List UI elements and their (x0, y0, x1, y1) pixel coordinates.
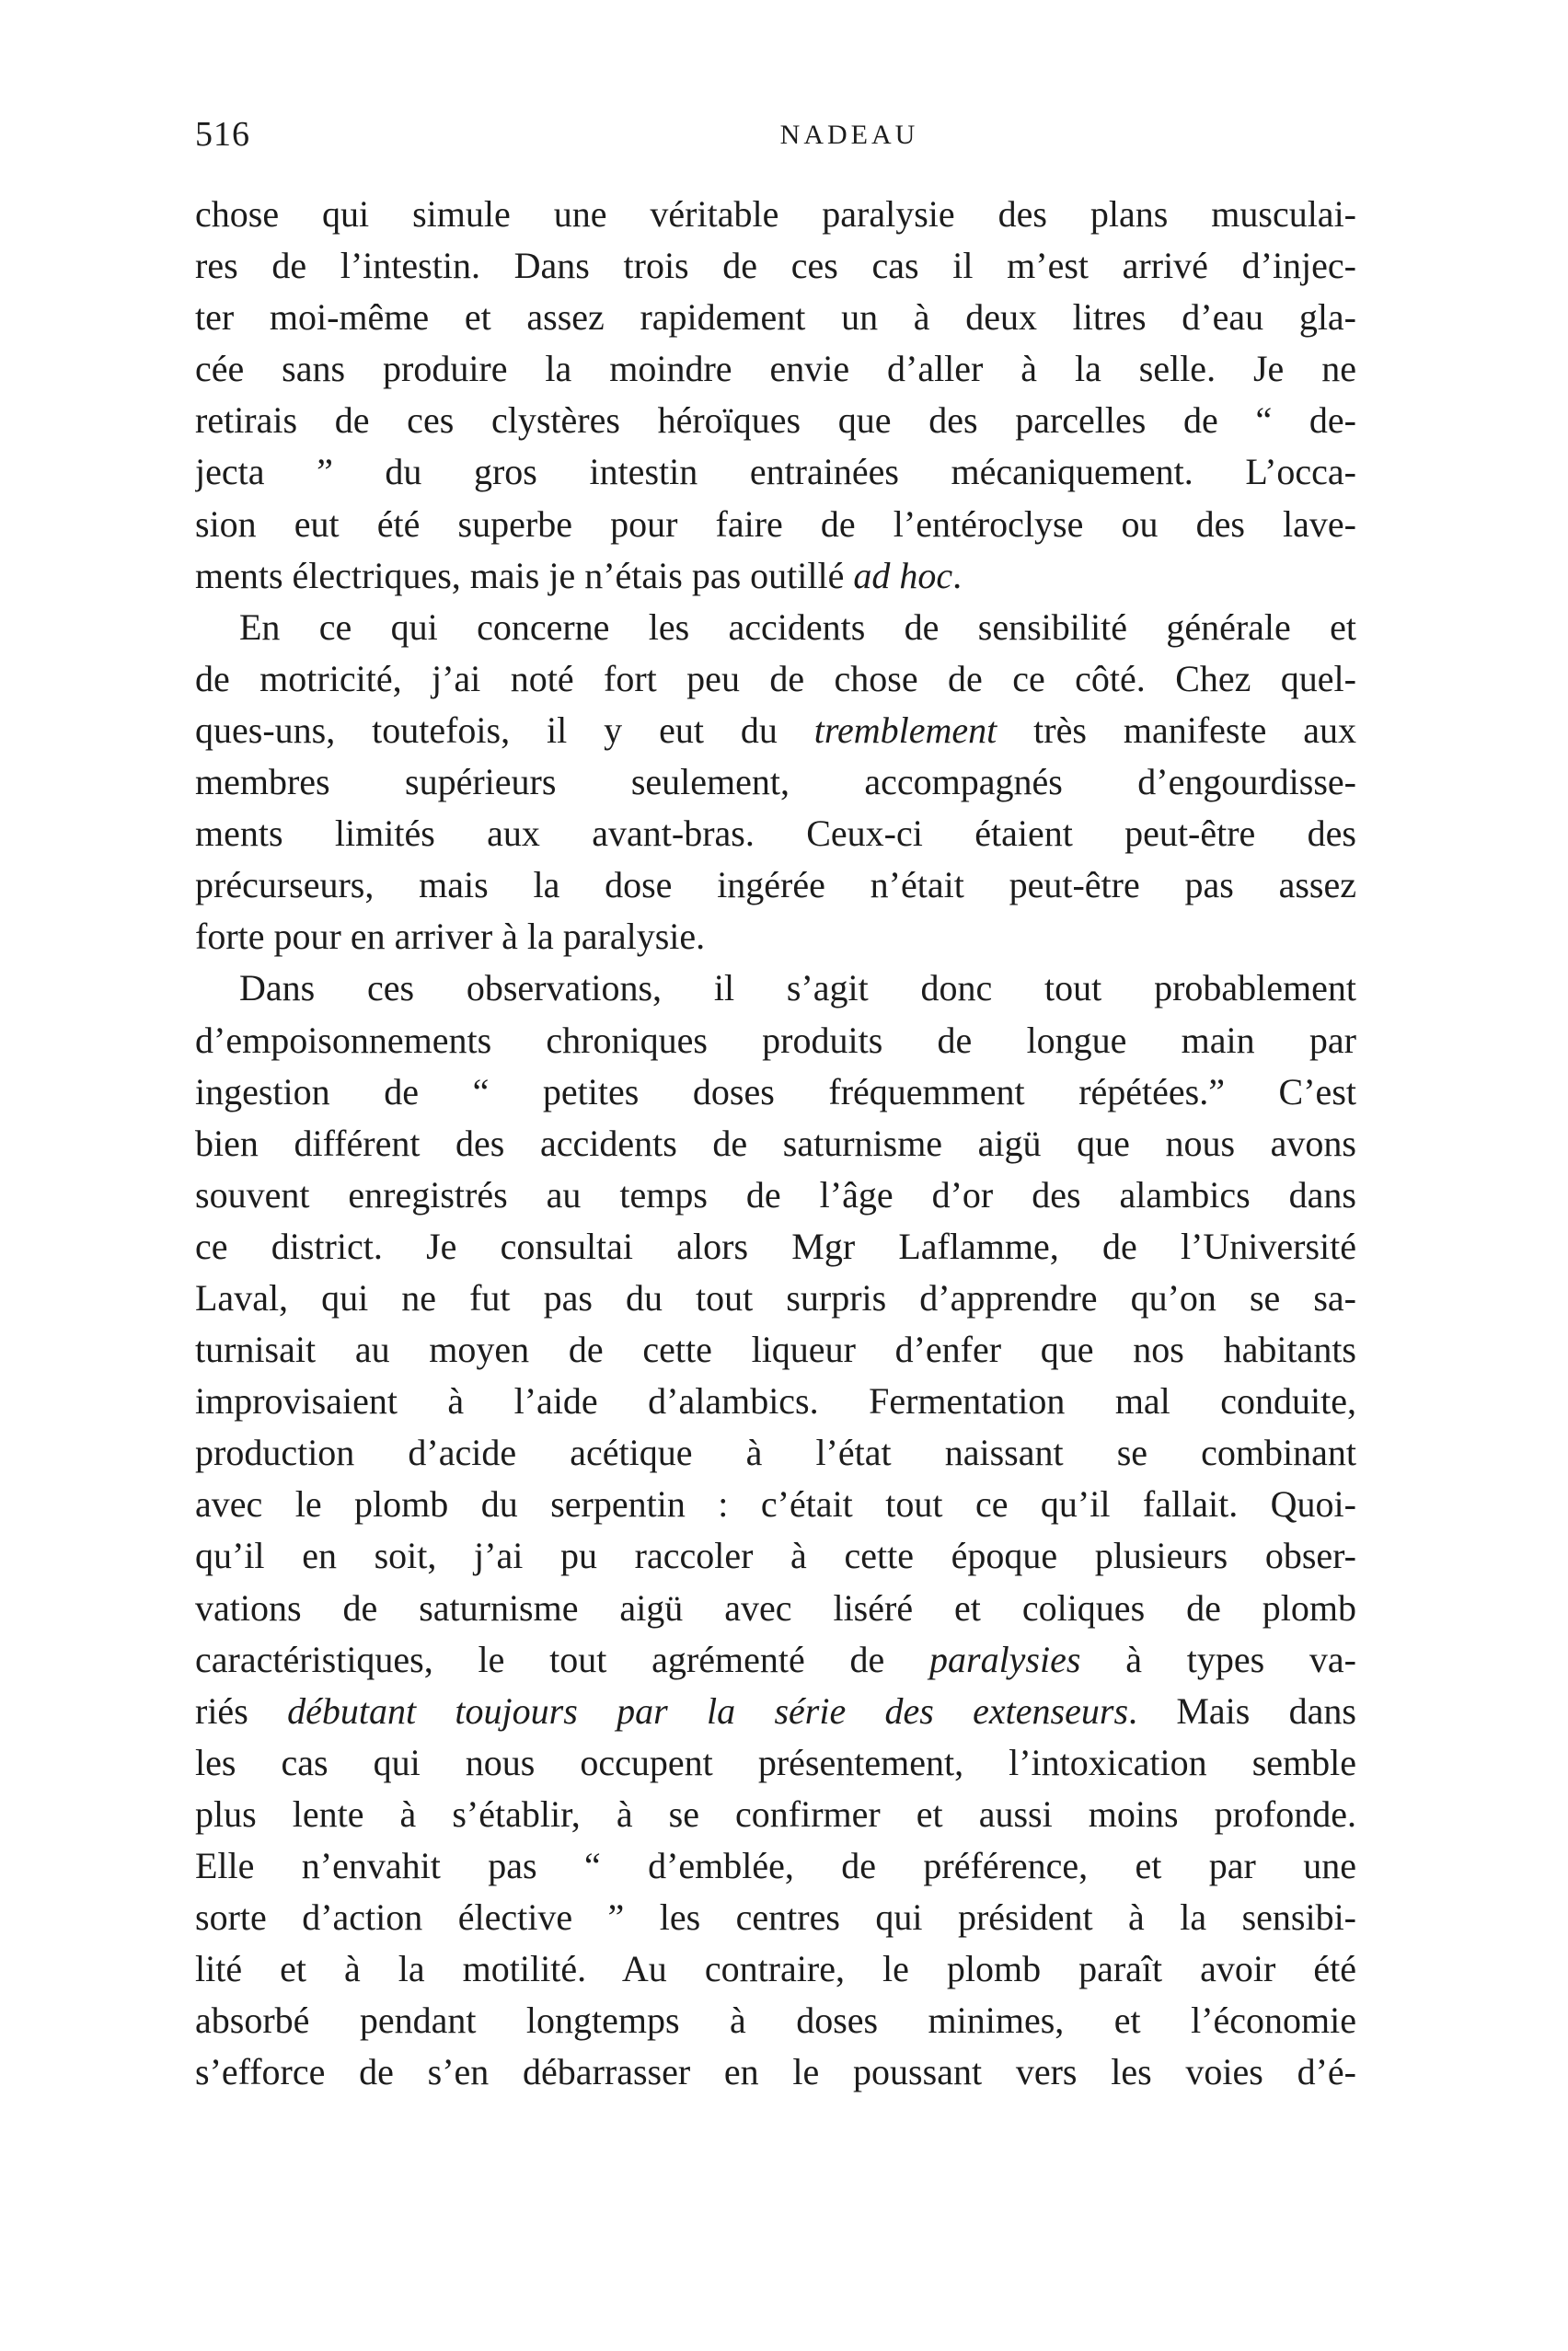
text-run: à types va- (1080, 1638, 1356, 1680)
text-line: sion eut été superbe pour faire de l’entéroclyse ou des lave- (195, 502, 1356, 545)
text-run: . Mais dans (1128, 1689, 1356, 1732)
text-line: ingestion de “ petites doses fréquemment répétées.” C’est (195, 1070, 1356, 1112)
text-line: d’empoisonnements chroniques produits de longue main par (195, 1019, 1356, 1061)
text-line: cée sans produire la moindre envie d’aller à la selle. Je ne (195, 348, 1356, 390)
text-line (195, 1686, 1356, 1737)
page-number: 516 (195, 115, 250, 154)
text-line: les cas qui nous occupent présentement, l’intoxication semble (195, 1741, 1356, 1783)
text-line (195, 705, 1356, 756)
text-line: chose qui simule une véritable paralysie des plans musculai- (195, 193, 1356, 235)
text-line: vations de saturnisme aigü avec liséré et coliques de plomb (195, 1586, 1356, 1629)
text-run: ments électriques, mais je n’étais pas outillé (195, 554, 854, 596)
text-line: Laval, qui ne fut pas du tout surpris d’apprendre qu’on se sa- (195, 1276, 1356, 1319)
text-line (195, 550, 1356, 602)
text-line: ter moi-même et assez rapidement un à deux litres d’eau gla- (195, 296, 1356, 339)
text-line: ments limités aux avant-bras. Ceux-ci étaient peut-être des (195, 812, 1356, 855)
text-line: jecta ” du gros intestin entrainées mécaniquement. L’occa- (195, 451, 1356, 493)
text-line: improvisaient à l’aide d’alambics. Fermentation mal conduite, (195, 1380, 1356, 1423)
running-title: NADEAU (779, 120, 919, 150)
text-line: absorbé pendant longtemps à doses minimes, et l’économie (195, 2000, 1356, 2042)
text-line: sorte d’action élective ” les centres qui président à la sensibi- (195, 1896, 1356, 1939)
text-line: retirais de ces clystères héroïques que des parcelles de “ de- (195, 399, 1356, 442)
text-line: En ce qui concerne les accidents de sensibilité générale et (239, 605, 1356, 648)
text-line: production d’acide acétique à l’état naissant se combinant (195, 1432, 1356, 1474)
text-line: précurseurs, mais la dose ingérée n’était peut-être pas assez (195, 864, 1356, 906)
text-run: riés (195, 1689, 288, 1732)
text-line: lité et à la motilité. Au contraire, le plomb paraît avoir été (195, 1948, 1356, 1990)
text-line: membres supérieurs seulement, accompagnés d’engourdisse- (195, 761, 1356, 803)
italic-run: tremblement (813, 709, 997, 751)
italic-run: débutant toujours par la série des extenseurs (287, 1689, 1129, 1732)
text-line: Dans ces observations, il s’agit donc tout probablement (239, 967, 1356, 1009)
text-run: caractéristiques, le tout agrémenté de (195, 1638, 929, 1680)
running-head (195, 110, 1356, 158)
text-line: Elle n’envahit pas “ d’emblée, de préférence, et par une (195, 1845, 1356, 1886)
text-line: ce district. Je consultai alors Mgr Laflamme, de l’Université (195, 1225, 1356, 1267)
text-line: plus lente à s’établir, à se confirmer et aussi moins profonde. (195, 1792, 1356, 1835)
text-line (195, 1634, 1356, 1686)
text-line: turnisait au moyen de cette liqueur d’enfer que nos habitants (195, 1329, 1356, 1371)
text-line: de motricité, j’ai noté fort peu de chose de ce côté. Chez quel- (195, 657, 1356, 699)
text-run: . (952, 554, 963, 596)
text-line: avec le plomb du serpentin : c’était tout ce qu’il fallait. Quoi- (195, 1483, 1356, 1526)
body-text (195, 189, 1356, 2098)
text-line: souvent enregistrés au temps de l’âge d’or des alambics dans (195, 1173, 1356, 1216)
text-line: bien différent des accidents de saturnisme aigü que nous avons (195, 1122, 1356, 1164)
italic-run: ad hoc (853, 554, 953, 596)
text-run: ques-uns, toutefois, il y eut du (195, 709, 814, 751)
text-line: res de l’intestin. Dans trois de ces cas il m’est arrivé d’injec- (195, 245, 1356, 287)
italic-run: paralysies (929, 1638, 1081, 1680)
text-line: forte pour en arriver à la paralysie. (195, 916, 706, 958)
text-run: très manifeste aux (997, 709, 1356, 751)
text-line: qu’il en soit, j’ai pu raccoler à cette époque plusieurs obser- (195, 1535, 1356, 1577)
text-line: s’efforce de s’en débarrasser en le poussant vers les voies d’é- (195, 2051, 1356, 2093)
